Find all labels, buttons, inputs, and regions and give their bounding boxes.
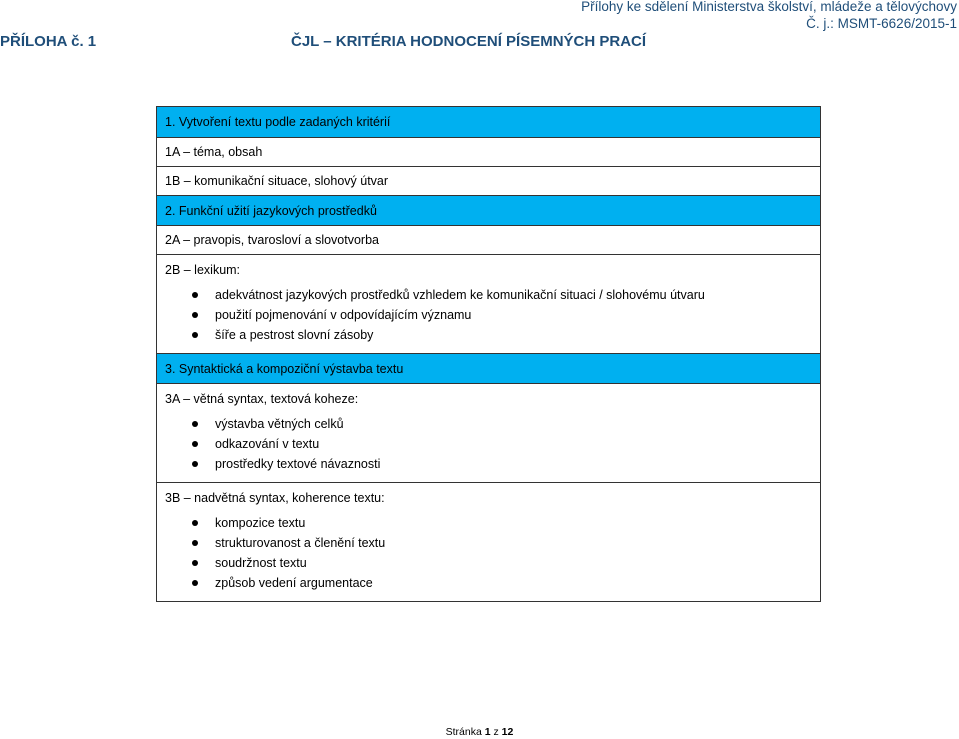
list-item: výstavba větných celků [165,414,820,434]
criterion-1a: 1A – téma, obsah [157,137,820,166]
total-pages: 12 [501,726,514,738]
page-title: ČJL – KRITÉRIA HODNOCENÍ PÍSEMNÝCH PRACÍ [291,33,647,50]
page-footer [0,726,959,738]
list-item: způsob vedení argumentace [165,573,820,593]
list-item: adekvátnost jazykových prostředků vzhledem ke komunikační situaci / slohovému útvaru [165,285,820,305]
criterion-3a-label: 3A – větná syntax, textová koheze: [165,392,359,406]
document-header-info [581,0,957,32]
page-label: Stránka [445,726,482,738]
criterion-2b [157,254,820,353]
criterion-3b-list [165,513,820,593]
page-separator: z [493,726,499,738]
list-item: odkazování v textu [165,434,820,454]
list-item: šíře a pestrost slovní zásoby [165,325,820,345]
criterion-3a-list [165,414,820,474]
list-item: kompozice textu [165,513,820,533]
criterion-3b-label: 3B – nadvětná syntax, koherence textu: [165,491,385,505]
criteria-table [156,106,821,602]
current-page: 1 [484,726,491,738]
criterion-2a: 2A – pravopis, tvarosloví a slovotvorba [157,225,820,254]
section-heading-3: 3. Syntaktická a kompoziční výstavba textu [157,353,820,383]
ministry-line: Přílohy ke sdělení Ministerstva školství, mládeže a tělovýchovy [581,0,957,14]
reference-number: Č. j.: MSMT-6626/2015-1 [806,16,957,31]
criterion-1b: 1B – komunikační situace, slohový útvar [157,166,820,195]
list-item: strukturovanost a členění textu [165,533,820,553]
appendix-label: PŘÍLOHA č. 1 [0,33,97,50]
criterion-3a [157,383,820,482]
criterion-3b [157,482,820,601]
criterion-2b-label: 2B – lexikum: [165,263,241,277]
criterion-2b-list [165,285,820,345]
list-item: prostředky textové návaznosti [165,454,820,474]
list-item: použití pojmenování v odpovídajícím významu [165,305,820,325]
list-item: soudržnost textu [165,553,820,573]
section-heading-2: 2. Funkční užití jazykových prostředků [157,195,820,225]
section-heading-1: 1. Vytvoření textu podle zadaných kritérií [157,107,820,137]
